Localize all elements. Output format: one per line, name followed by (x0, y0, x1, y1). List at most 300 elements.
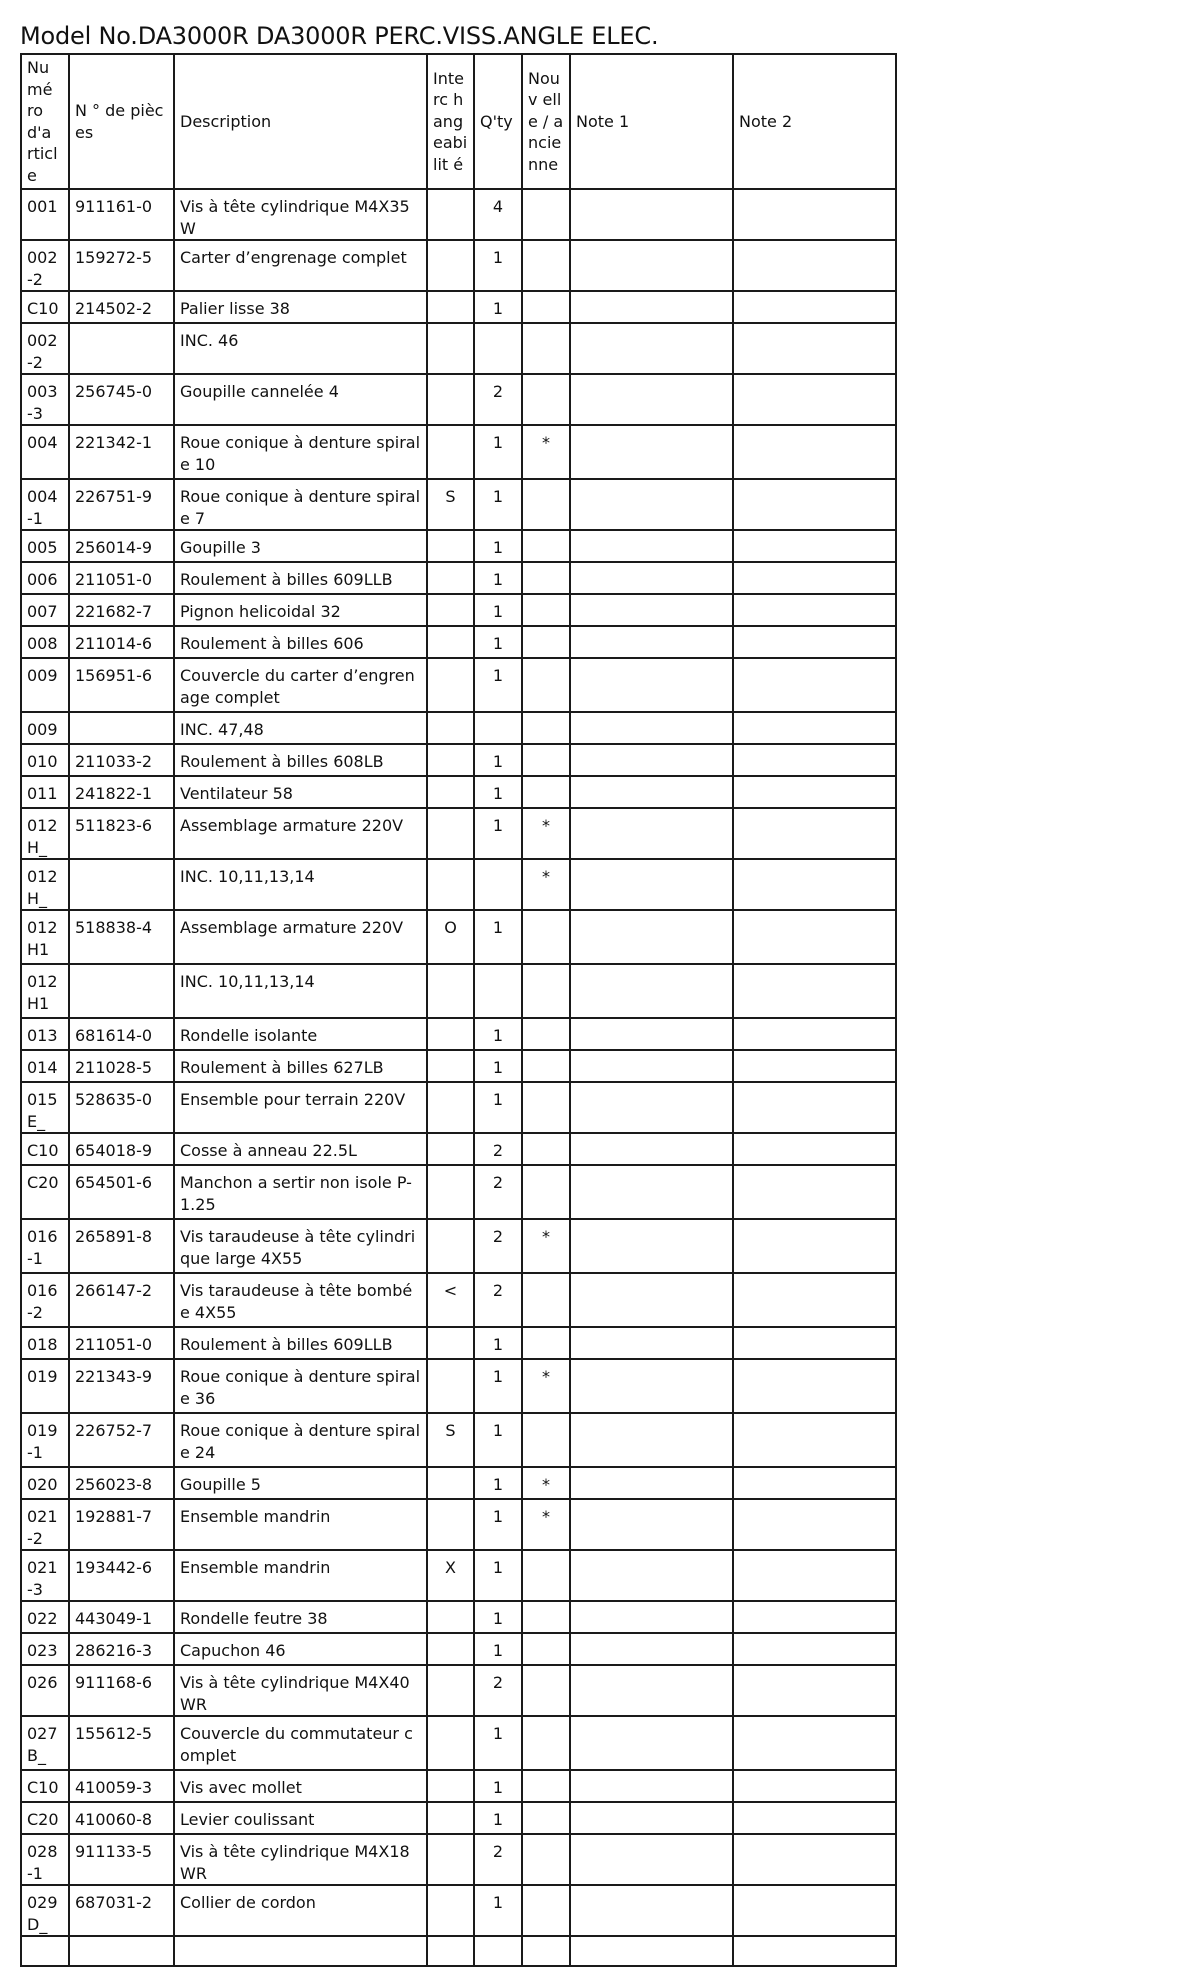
table-row (21, 744, 896, 776)
cell-quantity: 2 (474, 1273, 522, 1327)
cell-new-old (522, 530, 570, 562)
cell-part-number: 221682-7 (69, 594, 174, 626)
cell-part-number: 214502-2 (69, 291, 174, 323)
cell-quantity: 1 (474, 530, 522, 562)
cell-interchangeability (427, 1082, 474, 1133)
cell-note-2 (733, 1716, 896, 1770)
cell-part-number: 256014-9 (69, 530, 174, 562)
cell-article-number: 008 (21, 626, 69, 658)
header-new-old: Nouv elle / ancie nne (522, 54, 570, 189)
cell-new-old: * (522, 1499, 570, 1550)
table-row (21, 1133, 896, 1165)
cell-interchangeability (427, 1601, 474, 1633)
table-row (21, 658, 896, 712)
cell-article-number: 004-1 (21, 479, 69, 530)
cell-interchangeability (427, 425, 474, 479)
cell-quantity (474, 859, 522, 910)
table-row (21, 562, 896, 594)
cell-note-1 (570, 530, 733, 562)
cell-part-number: 911161-0 (69, 189, 174, 240)
cell-new-old (522, 1050, 570, 1082)
header-note-1: Note 1 (570, 54, 733, 189)
cell-note-1 (570, 658, 733, 712)
cell-description: Vis à tête cylindrique M4X18 WR (174, 1834, 427, 1885)
cell-part-number: 266147-2 (69, 1273, 174, 1327)
cell-interchangeability (427, 1467, 474, 1499)
cell-note-1 (570, 240, 733, 291)
cell-article-number: C20 (21, 1802, 69, 1834)
cell-interchangeability (427, 776, 474, 808)
cell-article-number: C20 (21, 1165, 69, 1219)
cell-quantity: 1 (474, 1499, 522, 1550)
cell-quantity: 1 (474, 291, 522, 323)
cell-interchangeability (427, 859, 474, 910)
cell-description: Pignon helicoidal 32 (174, 594, 427, 626)
cell-quantity: 2 (474, 1219, 522, 1273)
table-row (21, 964, 896, 1018)
cell-article-number: 022 (21, 1601, 69, 1633)
cell-description (174, 1936, 427, 1966)
cell-new-old (522, 744, 570, 776)
cell-note-1 (570, 1834, 733, 1885)
cell-new-old (522, 1936, 570, 1966)
cell-description: Levier coulissant (174, 1802, 427, 1834)
header-quantity: Q'ty (474, 54, 522, 189)
cell-part-number: 155612-5 (69, 1716, 174, 1770)
cell-part-number: 211014-6 (69, 626, 174, 658)
cell-note-1 (570, 964, 733, 1018)
cell-note-1 (570, 1133, 733, 1165)
cell-note-1 (570, 1936, 733, 1966)
cell-note-2 (733, 712, 896, 744)
cell-note-1 (570, 1018, 733, 1050)
cell-note-2 (733, 1936, 896, 1966)
cell-description: INC. 10,11,13,14 (174, 964, 427, 1018)
cell-note-2 (733, 910, 896, 964)
cell-description: Collier de cordon (174, 1885, 427, 1936)
cell-note-1 (570, 776, 733, 808)
cell-quantity: 1 (474, 910, 522, 964)
cell-interchangeability (427, 291, 474, 323)
cell-description: Manchon a sertir non isole P-1.25 (174, 1165, 427, 1219)
cell-interchangeability (427, 323, 474, 374)
cell-quantity: 2 (474, 1133, 522, 1165)
cell-description: Goupille 5 (174, 1467, 427, 1499)
cell-interchangeability (427, 562, 474, 594)
cell-quantity: 1 (474, 744, 522, 776)
cell-new-old (522, 910, 570, 964)
cell-new-old: * (522, 859, 570, 910)
cell-interchangeability (427, 744, 474, 776)
cell-note-1 (570, 1802, 733, 1834)
cell-article-number: 006 (21, 562, 69, 594)
cell-note-2 (733, 808, 896, 859)
cell-note-1 (570, 1219, 733, 1273)
table-row (21, 1359, 896, 1413)
cell-note-1 (570, 323, 733, 374)
cell-article-number: 007 (21, 594, 69, 626)
cell-interchangeability (427, 1219, 474, 1273)
cell-new-old (522, 562, 570, 594)
cell-note-2 (733, 1273, 896, 1327)
cell-interchangeability (427, 1165, 474, 1219)
table-row (21, 1219, 896, 1273)
cell-article-number: 016-2 (21, 1273, 69, 1327)
cell-note-1 (570, 859, 733, 910)
cell-description: Ensemble pour terrain 220V (174, 1082, 427, 1133)
cell-note-1 (570, 712, 733, 744)
cell-part-number: 528635-0 (69, 1082, 174, 1133)
table-row (21, 1936, 896, 1966)
cell-description: Ensemble mandrin (174, 1550, 427, 1601)
cell-article-number: 015E_ (21, 1082, 69, 1133)
table-row (21, 1716, 896, 1770)
cell-article-number: 021-3 (21, 1550, 69, 1601)
cell-new-old (522, 479, 570, 530)
cell-part-number: 221342-1 (69, 425, 174, 479)
table-row (21, 712, 896, 744)
cell-quantity: 2 (474, 1165, 522, 1219)
cell-interchangeability: X (427, 1550, 474, 1601)
table-row (21, 1499, 896, 1550)
cell-part-number: 410059-3 (69, 1770, 174, 1802)
cell-article-number (21, 1936, 69, 1966)
cell-description: Goupille 3 (174, 530, 427, 562)
cell-note-1 (570, 1273, 733, 1327)
cell-note-1 (570, 744, 733, 776)
cell-article-number: 011 (21, 776, 69, 808)
cell-article-number: 021-2 (21, 1499, 69, 1550)
cell-description: Roue conique à denture spirale 36 (174, 1359, 427, 1413)
cell-part-number: 211051-0 (69, 562, 174, 594)
cell-new-old (522, 1273, 570, 1327)
cell-article-number: 027B_ (21, 1716, 69, 1770)
cell-new-old (522, 240, 570, 291)
cell-new-old (522, 1665, 570, 1716)
cell-note-2 (733, 1499, 896, 1550)
cell-description: Capuchon 46 (174, 1633, 427, 1665)
cell-note-1 (570, 1413, 733, 1467)
cell-note-2 (733, 479, 896, 530)
cell-interchangeability (427, 1885, 474, 1936)
cell-quantity: 1 (474, 1802, 522, 1834)
cell-description: Roulement à billes 609LLB (174, 1327, 427, 1359)
cell-new-old (522, 291, 570, 323)
cell-part-number (69, 712, 174, 744)
cell-new-old (522, 776, 570, 808)
cell-note-2 (733, 744, 896, 776)
cell-note-1 (570, 1633, 733, 1665)
table-row (21, 1633, 896, 1665)
cell-article-number: 005 (21, 530, 69, 562)
cell-note-1 (570, 1665, 733, 1716)
cell-new-old (522, 1834, 570, 1885)
cell-part-number: 241822-1 (69, 776, 174, 808)
cell-interchangeability (427, 1665, 474, 1716)
cell-note-1 (570, 1770, 733, 1802)
cell-quantity: 1 (474, 1633, 522, 1665)
table-row (21, 1327, 896, 1359)
cell-article-number: 019-1 (21, 1413, 69, 1467)
cell-quantity: 1 (474, 1601, 522, 1633)
cell-note-2 (733, 323, 896, 374)
cell-note-1 (570, 1165, 733, 1219)
cell-new-old (522, 1633, 570, 1665)
cell-quantity: 1 (474, 594, 522, 626)
table-row (21, 808, 896, 859)
cell-interchangeability (427, 1834, 474, 1885)
cell-description: Vis taraudeuse à tête bombée 4X55 (174, 1273, 427, 1327)
table-row (21, 291, 896, 323)
cell-interchangeability (427, 808, 474, 859)
cell-description: Rondelle isolante (174, 1018, 427, 1050)
header-note-2: Note 2 (733, 54, 896, 189)
cell-quantity: 1 (474, 1550, 522, 1601)
cell-note-2 (733, 1601, 896, 1633)
cell-part-number (69, 964, 174, 1018)
cell-description: Vis à tête cylindrique M4X35 W (174, 189, 427, 240)
cell-quantity: 1 (474, 808, 522, 859)
cell-note-2 (733, 1165, 896, 1219)
cell-new-old: * (522, 808, 570, 859)
cell-article-number: 002-2 (21, 323, 69, 374)
cell-description: Roue conique à denture spirale 10 (174, 425, 427, 479)
table-row (21, 1834, 896, 1885)
cell-part-number: 654501-6 (69, 1165, 174, 1219)
cell-description: Roulement à billes 609LLB (174, 562, 427, 594)
cell-description: Roulement à billes 608LB (174, 744, 427, 776)
cell-note-1 (570, 594, 733, 626)
table-row (21, 776, 896, 808)
cell-description: Cosse à anneau 22.5L (174, 1133, 427, 1165)
cell-note-1 (570, 291, 733, 323)
table-row (21, 1665, 896, 1716)
table-row (21, 1467, 896, 1499)
cell-part-number: 211028-5 (69, 1050, 174, 1082)
table-row (21, 1885, 896, 1936)
cell-note-2 (733, 594, 896, 626)
cell-quantity: 1 (474, 1467, 522, 1499)
cell-note-1 (570, 1082, 733, 1133)
cell-interchangeability (427, 189, 474, 240)
cell-description: Vis à tête cylindrique M4X40 WR (174, 1665, 427, 1716)
cell-description: INC. 46 (174, 323, 427, 374)
cell-part-number: 286216-3 (69, 1633, 174, 1665)
cell-new-old (522, 1018, 570, 1050)
cell-interchangeability (427, 1770, 474, 1802)
cell-note-2 (733, 1219, 896, 1273)
cell-interchangeability: S (427, 1413, 474, 1467)
cell-part-number: 226752-7 (69, 1413, 174, 1467)
cell-note-1 (570, 1327, 733, 1359)
cell-article-number: 010 (21, 744, 69, 776)
cell-description: Rondelle feutre 38 (174, 1601, 427, 1633)
header-interchangeability: Interc hang eabilit é (427, 54, 474, 189)
cell-note-1 (570, 425, 733, 479)
cell-interchangeability (427, 1716, 474, 1770)
cell-new-old (522, 189, 570, 240)
cell-article-number: 004 (21, 425, 69, 479)
cell-note-2 (733, 1770, 896, 1802)
cell-note-2 (733, 964, 896, 1018)
cell-part-number (69, 323, 174, 374)
cell-part-number: 156951-6 (69, 658, 174, 712)
cell-quantity: 1 (474, 776, 522, 808)
cell-note-1 (570, 1050, 733, 1082)
cell-description: INC. 10,11,13,14 (174, 859, 427, 910)
table-row (21, 1018, 896, 1050)
cell-quantity (474, 323, 522, 374)
cell-description: Ensemble mandrin (174, 1499, 427, 1550)
cell-quantity: 2 (474, 1665, 522, 1716)
table-body (21, 189, 896, 1966)
cell-interchangeability: < (427, 1273, 474, 1327)
table-row (21, 425, 896, 479)
table-row (21, 1601, 896, 1633)
cell-article-number: 020 (21, 1467, 69, 1499)
cell-new-old (522, 964, 570, 1018)
cell-note-2 (733, 1550, 896, 1601)
cell-quantity: 1 (474, 1050, 522, 1082)
cell-article-number: 001 (21, 189, 69, 240)
table-row (21, 1770, 896, 1802)
table-row (21, 1550, 896, 1601)
cell-note-1 (570, 1716, 733, 1770)
table-row (21, 594, 896, 626)
cell-description: Roulement à billes 627LB (174, 1050, 427, 1082)
cell-description: Ventilateur 58 (174, 776, 427, 808)
cell-part-number: 518838-4 (69, 910, 174, 964)
cell-description: Couvercle du commutateur complet (174, 1716, 427, 1770)
cell-note-1 (570, 374, 733, 425)
cell-article-number: 012H1 (21, 964, 69, 1018)
table-row (21, 1273, 896, 1327)
cell-quantity: 1 (474, 1082, 522, 1133)
cell-note-1 (570, 910, 733, 964)
cell-description: Roue conique à denture spirale 24 (174, 1413, 427, 1467)
cell-description: Goupille cannelée 4 (174, 374, 427, 425)
cell-description: Assemblage armature 220V (174, 910, 427, 964)
cell-note-2 (733, 1359, 896, 1413)
cell-interchangeability (427, 240, 474, 291)
parts-table (20, 53, 897, 1967)
header-part-number: N ° de pièces (69, 54, 174, 189)
cell-new-old (522, 594, 570, 626)
cell-new-old: * (522, 1219, 570, 1273)
cell-article-number: 013 (21, 1018, 69, 1050)
cell-article-number: 019 (21, 1359, 69, 1413)
cell-article-number: 018 (21, 1327, 69, 1359)
cell-part-number (69, 1936, 174, 1966)
cell-note-2 (733, 530, 896, 562)
cell-note-2 (733, 1133, 896, 1165)
cell-part-number: 911133-5 (69, 1834, 174, 1885)
cell-quantity: 1 (474, 1885, 522, 1936)
cell-quantity: 4 (474, 189, 522, 240)
cell-quantity: 1 (474, 1716, 522, 1770)
cell-note-1 (570, 626, 733, 658)
cell-article-number: 002-2 (21, 240, 69, 291)
cell-part-number: 410060-8 (69, 1802, 174, 1834)
cell-new-old (522, 626, 570, 658)
cell-quantity: 2 (474, 1834, 522, 1885)
cell-article-number: 023 (21, 1633, 69, 1665)
cell-interchangeability (427, 1359, 474, 1413)
cell-article-number: 016-1 (21, 1219, 69, 1273)
table-header-row (21, 54, 896, 189)
cell-part-number: 654018-9 (69, 1133, 174, 1165)
table-row (21, 240, 896, 291)
cell-quantity: 1 (474, 240, 522, 291)
cell-interchangeability (427, 1802, 474, 1834)
cell-note-1 (570, 189, 733, 240)
table-row (21, 1050, 896, 1082)
cell-interchangeability (427, 1050, 474, 1082)
table-row (21, 189, 896, 240)
cell-part-number: 256023-8 (69, 1467, 174, 1499)
cell-article-number: 012H_ (21, 859, 69, 910)
cell-note-1 (570, 1499, 733, 1550)
cell-description: Couvercle du carter d’engrenage complet (174, 658, 427, 712)
cell-interchangeability: S (427, 479, 474, 530)
cell-quantity: 1 (474, 658, 522, 712)
cell-note-2 (733, 1665, 896, 1716)
cell-interchangeability (427, 712, 474, 744)
cell-description: Roulement à billes 606 (174, 626, 427, 658)
cell-new-old (522, 1802, 570, 1834)
cell-note-2 (733, 1018, 896, 1050)
cell-part-number: 159272-5 (69, 240, 174, 291)
cell-interchangeability (427, 1327, 474, 1359)
cell-interchangeability (427, 964, 474, 1018)
table-row (21, 323, 896, 374)
cell-note-2 (733, 240, 896, 291)
cell-note-2 (733, 1633, 896, 1665)
cell-new-old (522, 1327, 570, 1359)
cell-part-number: 193442-6 (69, 1550, 174, 1601)
cell-new-old (522, 658, 570, 712)
cell-interchangeability (427, 1633, 474, 1665)
cell-note-2 (733, 1467, 896, 1499)
cell-article-number: 029D_ (21, 1885, 69, 1936)
cell-interchangeability (427, 530, 474, 562)
cell-interchangeability (427, 1499, 474, 1550)
cell-interchangeability (427, 374, 474, 425)
cell-quantity (474, 712, 522, 744)
cell-note-1 (570, 1359, 733, 1413)
cell-description: Palier lisse 38 (174, 291, 427, 323)
cell-part-number: 221343-9 (69, 1359, 174, 1413)
cell-new-old (522, 1082, 570, 1133)
cell-note-2 (733, 1885, 896, 1936)
cell-quantity (474, 964, 522, 1018)
cell-part-number: 681614-0 (69, 1018, 174, 1050)
cell-article-number: 014 (21, 1050, 69, 1082)
cell-description: INC. 47,48 (174, 712, 427, 744)
cell-quantity (474, 1936, 522, 1966)
cell-part-number: 443049-1 (69, 1601, 174, 1633)
cell-new-old (522, 1716, 570, 1770)
table-row (21, 1802, 896, 1834)
cell-note-2 (733, 626, 896, 658)
cell-part-number: 192881-7 (69, 1499, 174, 1550)
cell-note-1 (570, 808, 733, 859)
cell-new-old (522, 1413, 570, 1467)
cell-description: Vis avec mollet (174, 1770, 427, 1802)
cell-description: Roue conique à denture spirale 7 (174, 479, 427, 530)
cell-note-2 (733, 776, 896, 808)
cell-interchangeability (427, 594, 474, 626)
